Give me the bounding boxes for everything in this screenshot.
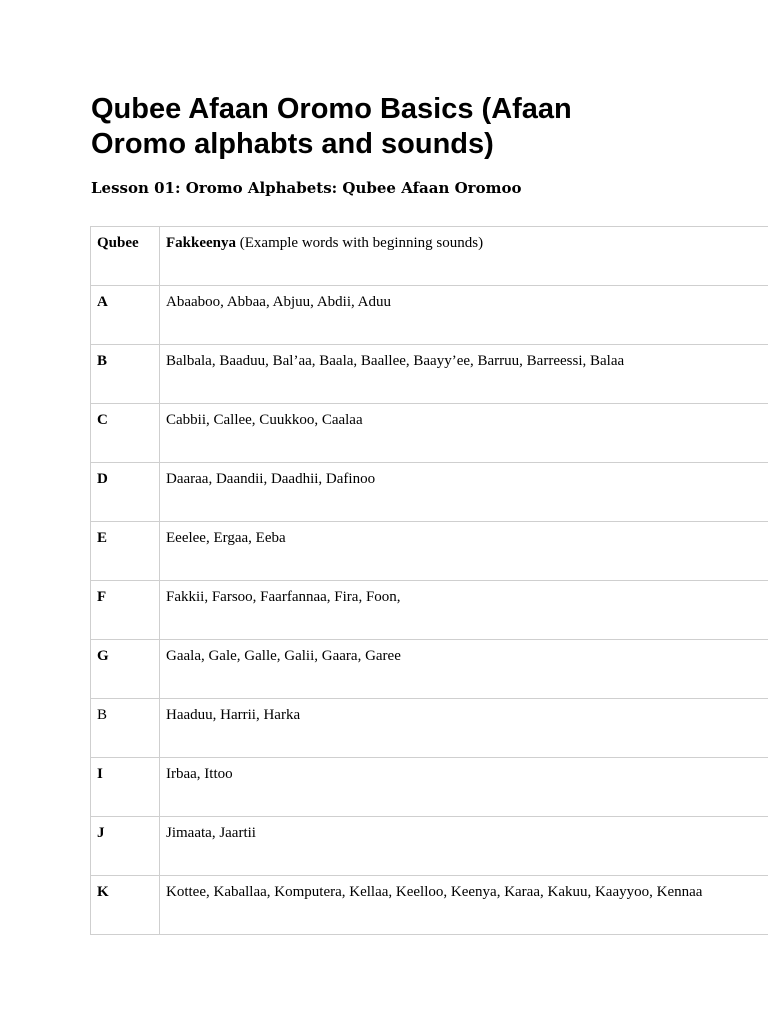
letter-cell: F: [91, 581, 160, 640]
words-cell: Cabbii, Callee, Cuukkoo, Caalaa: [160, 404, 768, 463]
words-cell: Fakkii, Farsoo, Faarfannaa, Fira, Foon,: [160, 581, 768, 640]
header-fakkeenya: [160, 227, 768, 286]
words-cell: Eeelee, Ergaa, Eeba: [160, 522, 768, 581]
table-row: [91, 758, 768, 817]
letter-cell: E: [91, 522, 160, 581]
letter-cell: C: [91, 404, 160, 463]
header-fakkeenya-bold: Fakkeenya: [166, 235, 237, 251]
letter-cell: I: [91, 758, 160, 817]
words-cell: Gaala, Gale, Galle, Galii, Gaara, Garee: [160, 640, 768, 699]
table-row: [91, 463, 768, 522]
letter-cell: G: [91, 640, 160, 699]
header-fakkeenya-description: (Example words with beginning sounds): [236, 235, 484, 251]
alphabet-table: [90, 226, 768, 935]
words-cell: Daaraa, Daandii, Daadhii, Dafinoo: [160, 463, 768, 522]
letter-cell: D: [91, 463, 160, 522]
page-title: Qubee Afaan Oromo Basics (Afaan Oromo alphabts and sounds): [91, 93, 572, 160]
letter-cell: A: [91, 286, 160, 345]
table-row: [91, 522, 768, 581]
words-cell: Haaduu, Harrii, Harka: [160, 699, 768, 758]
words-cell: Jimaata, Jaartii: [160, 817, 768, 876]
words-cell: Irbaa, Ittoo: [160, 758, 768, 817]
table-row: [91, 581, 768, 640]
words-cell: Balbala, Baaduu, Bal’aa, Baala, Baallee, Baayy’ee, Barruu, Barreessi, Balaa: [160, 345, 768, 404]
table-row: [91, 345, 768, 404]
table-row: [91, 699, 768, 758]
letter-cell: B: [91, 345, 160, 404]
table-row: [91, 876, 768, 935]
table-row: [91, 817, 768, 876]
table-row: [91, 404, 768, 463]
lesson-heading: Lesson 01: Oromo Alphabets: Qubee Afaan Oromoo: [91, 179, 522, 197]
letter-cell: J: [91, 817, 160, 876]
table-row: [91, 640, 768, 699]
words-cell: Kottee, Kaballaa, Komputera, Kellaa, Keelloo, Keenya, Karaa, Kakuu, Kaayyoo, Kennaa: [160, 876, 768, 935]
words-cell: Abaaboo, Abbaa, Abjuu, Abdii, Aduu: [160, 286, 768, 345]
table-header-row: [91, 227, 768, 286]
header-qubee: Qubee: [91, 227, 160, 286]
letter-cell: K: [91, 876, 160, 935]
table-row: [91, 286, 768, 345]
letter-cell: B: [91, 699, 160, 758]
